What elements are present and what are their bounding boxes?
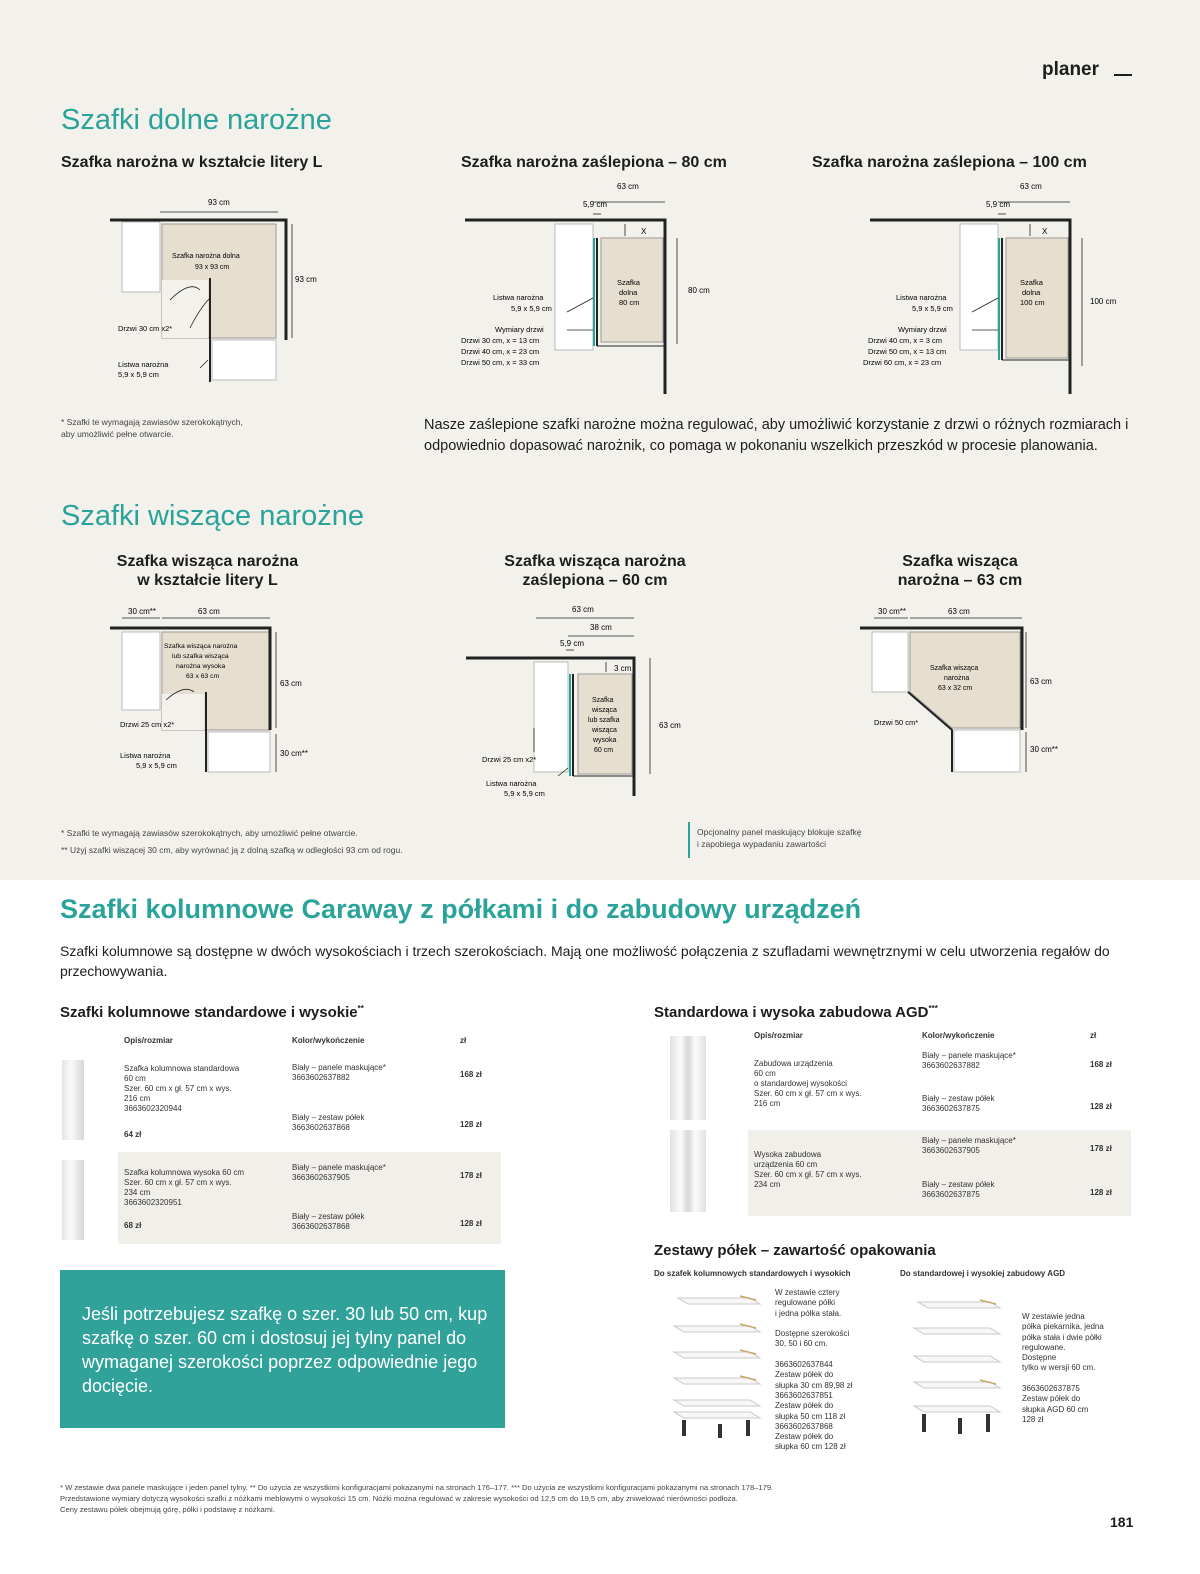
wall-60-gap: 5,9 cm <box>560 639 585 648</box>
header-rule <box>1114 74 1132 76</box>
lower-80-inner-2: dolna <box>619 288 638 297</box>
lower-80-doors-4: Drzwi 50 cm, x = 33 cm <box>461 358 540 367</box>
lower-100-inner-1: Szafka <box>1020 278 1043 287</box>
lower-100-top: 63 cm <box>1020 182 1042 191</box>
agd-h2: Kolor/wykończenie <box>922 1031 995 1040</box>
wall-side-note: Opcjonalny panel maskujący blokuje szafkę i zapobiega wypadaniu zawartości <box>697 827 862 849</box>
wall-60-title: Szafka wisząca narożna zaślepiona – 60 cm <box>504 553 686 589</box>
agd-row1-opt2: Biały – zestaw półek 3663602637875 <box>922 1094 995 1113</box>
column-intro: Szafki kolumnowe są dostępne w dwóch wysokościach i trzech szerokościach. Mają one możliwość połączenia z szufladami wewnętrznymi w celu utworzenia regałów do przechowywania. <box>60 943 1110 979</box>
agd-row2-p1: 178 zł <box>1090 1144 1112 1153</box>
wall-corner-title: Szafki wiszące narożne <box>61 500 365 532</box>
wall-60-strip-2: 5,9 x 5,9 cm <box>504 789 545 798</box>
wall-l-a: 30 cm** <box>128 607 157 616</box>
page-number: 181 <box>1110 1514 1134 1530</box>
lower-paragraph: Nasze zaślepione szafki narożne można regulować, aby umożliwić korzystanie z drzwi o różnych rozmiarach i odpowiednio dopasować narożnik, co pomaga w pokonaniu wszelkich przeszkód w procesie planowania. <box>424 417 1129 454</box>
lower-80-inner-1: Szafka <box>617 278 640 287</box>
agd-img-2 <box>670 1130 706 1212</box>
agd-row2-opt1: Biały – panele maskujące* 3663602637905 <box>922 1136 1016 1155</box>
wall-63-b: 63 cm <box>948 607 970 616</box>
wall-60-height: 63 cm <box>659 721 681 730</box>
lower-100-strip-2: 5,9 x 5,9 cm <box>912 304 953 313</box>
wall-60-doors: Drzwi 25 cm x2* <box>482 755 537 764</box>
agd-row2-p2: 128 zł <box>1090 1188 1112 1197</box>
agd-row1-opt1: Biały – panele maskujące* 3663602637882 <box>922 1051 1016 1070</box>
wall-l-inner-2: lub szafka wisząca <box>172 653 229 660</box>
lower-l-title: Szafka narożna w kształcie litery L <box>61 154 323 171</box>
lower-100-doors-2: Drzwi 40 cm, x = 3 cm <box>868 336 942 345</box>
wall-l-strip-1: Listwa narożna <box>120 751 171 760</box>
agd-h1: Opis/rozmiar <box>754 1031 803 1040</box>
lower-100-inner-3: 100 cm <box>1020 298 1045 307</box>
wall-60-mid: 38 cm <box>590 623 612 632</box>
wall-l-inner-4: 63 x 63 cm <box>186 673 220 680</box>
wall-l-title: Szafka wisząca narożna w kształcie litery L <box>116 553 299 589</box>
wall-63-a: 30 cm** <box>878 607 907 616</box>
lower-100-x: X <box>1042 227 1048 236</box>
standard-h1: Opis/rozmiar <box>124 1036 173 1045</box>
lower-corner-title: Szafki dolne narożne <box>61 104 332 136</box>
lower-80-doors-2: Drzwi 30 cm, x = 13 cm <box>461 336 540 345</box>
lower-l-strip-1: Listwa narożna <box>118 360 169 369</box>
wall-63-diagram <box>850 600 1110 780</box>
wall-60-top: 63 cm <box>572 605 594 614</box>
shelf-left-text: W zestawie cztery regulowane półki i jedna półka stała. Dostępne szerokości 30, 50 i 60 cm. 3663602637844 Zestaw półek do słupka 30 cm 89,98 zł 3663602637851 Zestaw półek do słupka 50 cm 118 zł 3663602637868 Zestaw półek do słupka 60 cm 128 zł <box>775 1288 853 1452</box>
wall-60-x: 3 cm <box>614 664 632 673</box>
agd-row1-desc: Zabudowa urządzenia 60 cm o standardowej wysokości Szer. 60 cm x gł. 57 cm x wys. 216 cm <box>754 1059 862 1108</box>
lower-100-doors-4: Drzwi 60 cm, x = 23 cm <box>863 358 942 367</box>
agd-title: Standardowa i wysoka zabudowa AGD*** <box>654 1004 938 1021</box>
lower-100-gap: 5,9 cm <box>986 200 1011 209</box>
lower-l-inner-1: Szafka narożna dolna <box>172 253 240 260</box>
standard-h2: Kolor/wykończenie <box>292 1036 365 1045</box>
agd-img-1 <box>670 1036 706 1120</box>
header-label: planer <box>1042 59 1100 80</box>
wall-60-strip-1: Listwa narożna <box>486 779 537 788</box>
lower-80-top: 63 cm <box>617 182 639 191</box>
agd-row2-desc: Wysoka zabudowa urządzenia 60 cm Szer. 60 cm x gł. 57 cm x wys. 234 cm <box>754 1150 862 1189</box>
wall-63-inner-2: narożna <box>944 675 970 682</box>
footer-notes: * W zestawie dwa panele maskujące i jeden panel tylny. ** Do użycia ze wszystkimi konfiguracjami pokazanymi na stronach 176–177. *** Do użycia ze wszystkimi konfiguracjami pokazanymi na stronach 178–179. Przedstawione wymiary dotyczą wysokości szafki z nóżkami meblowymi o wysokości 15 cm. Nóżki można regulować w zakresie wysokości od 12,5 cm do 19,5 cm, aby zniwelować nierówności podłoża. Ceny zestawu półek obejmują górę, półki i podstawę z nóżkami. <box>60 1483 774 1514</box>
lower-l-doors: Drzwi 30 cm x2* <box>118 324 173 333</box>
lower-l-strip-2: 5,9 x 5,9 cm <box>118 370 159 379</box>
standard-img-1 <box>62 1060 84 1140</box>
lower-footnote: * Szafki te wymagają zawiasów szerokokątnych, aby umożliwić pełne otwarcie. <box>61 417 243 439</box>
standard-row1-opt1: Biały – panele maskujące* 3663602637882 <box>292 1063 386 1082</box>
shelf-right-caption: Do standardowej i wysokiej zabudowy AGD <box>900 1269 1066 1278</box>
tip-text: Jeśli potrzebujesz szafkę o szer. 30 lub 50 cm, kup szafkę o szer. 60 cm i dostosuj jej tylny panel do wymaganej szerokości poprzez odpowiednie jego docięcie. <box>82 1304 488 1396</box>
shelf-left-caption: Do szafek kolumnowych standardowych i wysokich <box>654 1269 851 1278</box>
lower-l-diagram <box>100 190 360 390</box>
lower-100-height: 100 cm <box>1090 297 1117 306</box>
standard-title: Szafki kolumnowe standardowe i wysokie** <box>60 1004 364 1021</box>
standard-row2-price: 68 zł <box>124 1221 142 1230</box>
wall-63-title: Szafka wisząca narożna – 63 cm <box>897 553 1023 589</box>
wall-60-inner-1: Szafka <box>592 697 614 704</box>
agd-row2-opt2: Biały – zestaw półek 3663602637875 <box>922 1180 995 1199</box>
lower-80-strip-1: Listwa narożna <box>493 293 544 302</box>
lower-80-gap: 5,9 cm <box>583 200 608 209</box>
wall-l-depth: 63 cm <box>280 679 302 688</box>
shelf-sets-title: Zestawy półek – zawartość opakowania <box>654 1242 936 1259</box>
wall-60-inner-4: wisząca <box>592 727 617 734</box>
standard-row2-opt2: Biały – zestaw półek 3663602637868 <box>292 1212 365 1231</box>
lower-100-strip-1: Listwa narożna <box>896 293 947 302</box>
lower-100-diagram <box>860 180 1140 400</box>
wall-l-inner-3: narożna wysoka <box>176 663 226 670</box>
wall-l-b: 63 cm <box>198 607 220 616</box>
column-title: Szafki kolumnowe Caraway z półkami i do zabudowy urządzeń <box>60 894 862 924</box>
lower-100-doors-3: Drzwi 50 cm, x = 13 cm <box>868 347 947 356</box>
lower-80-doors-1: Wymiary drzwi <box>495 325 544 334</box>
side-note-bar <box>688 822 690 858</box>
wall-footnote-1: * Szafki te wymagają zawiasów szerokokątnych, aby umożliwić pełne otwarcie. <box>61 828 358 838</box>
wall-63-inner-1: Szafka wisząca <box>930 665 979 672</box>
standard-row1-price: 64 zł <box>124 1130 142 1139</box>
lower-100-inner-2: dolna <box>1022 288 1041 297</box>
lower-80-inner-3: 80 cm <box>619 298 640 307</box>
shelf-right-text: W zestawie jedna półka piekarnika, jedna półka stała i dwie półki regulowane. Dostępne tylko w wersji 60 cm. 3663602637875 Zestaw półek do słupka AGD 60 cm 128 zł <box>1022 1312 1104 1424</box>
wall-60-inner-3: lub szafka <box>588 717 620 724</box>
wall-l-diagram <box>100 600 360 780</box>
standard-row2-p2: 128 zł <box>460 1219 482 1228</box>
agd-row1-p1: 168 zł <box>1090 1060 1112 1069</box>
standard-row2-p1: 178 zł <box>460 1171 482 1180</box>
lower-l-inner-2: 93 x 93 cm <box>195 264 230 271</box>
standard-row1-p2: 128 zł <box>460 1120 482 1129</box>
lower-l-width: 93 cm <box>208 198 230 207</box>
lower-80-strip-2: 5,9 x 5,9 cm <box>511 304 552 313</box>
shelf-set-left-image <box>664 1290 774 1450</box>
wall-60-diagram <box>462 600 722 800</box>
standard-row1-opt2: Biały – zestaw półek 3663602637868 <box>292 1113 365 1132</box>
shelf-set-right-image <box>904 1294 1014 1450</box>
wall-60-inner-5: wysoka <box>593 737 617 744</box>
agd-h3: zł <box>1090 1031 1097 1040</box>
agd-row1-p2: 128 zł <box>1090 1102 1112 1111</box>
lower-80-height: 80 cm <box>688 286 710 295</box>
lower-80-title: Szafka narożna zaślepiona – 80 cm <box>461 154 727 171</box>
wall-l-doors: Drzwi 25 cm x2* <box>120 720 175 729</box>
wall-63-depth: 63 cm <box>1030 677 1052 686</box>
lower-80-diagram <box>455 180 735 400</box>
lower-l-depth: 93 cm <box>295 275 317 284</box>
wall-60-inner-2: wisząca <box>592 707 617 714</box>
standard-row1-desc: Szafka kolumnowa standardowa 60 cm Szer. 60 cm x gł. 57 cm x wys. 216 cm 3663602320944 <box>124 1064 240 1113</box>
lower-100-doors-1: Wymiary drzwi <box>898 325 947 334</box>
standard-img-2 <box>62 1160 84 1240</box>
wall-63-side: 30 cm** <box>1030 745 1059 754</box>
wall-l-inner-1: Szafka wisząca narożna <box>164 643 238 650</box>
wall-footnote-2: ** Użyj szafki wiszącej 30 cm, aby wyrównać ją z dolną szafką w odległości 93 cm od rogu. <box>61 845 403 855</box>
standard-h3: zł <box>460 1036 467 1045</box>
wall-l-side: 30 cm** <box>280 749 309 758</box>
standard-row2-desc: Szafka kolumnowa wysoka 60 cm Szer. 60 cm x gł. 57 cm x wys. 234 cm 3663602320951 <box>124 1168 245 1207</box>
lower-80-doors-3: Drzwi 40 cm, x = 23 cm <box>461 347 540 356</box>
standard-row1-p1: 168 zł <box>460 1070 482 1079</box>
tip-box <box>60 1270 505 1428</box>
wall-63-inner-3: 63 x 32 cm <box>938 685 973 692</box>
lower-80-x: X <box>641 227 647 236</box>
standard-row2-opt1: Biały – panele maskujące* 3663602637905 <box>292 1163 386 1182</box>
wall-l-strip-2: 5,9 x 5,9 cm <box>136 761 177 770</box>
wall-63-doors: Drzwi 50 cm* <box>874 718 919 727</box>
wall-60-inner-6: 60 cm <box>594 747 614 754</box>
lower-100-title: Szafka narożna zaślepiona – 100 cm <box>812 154 1087 171</box>
